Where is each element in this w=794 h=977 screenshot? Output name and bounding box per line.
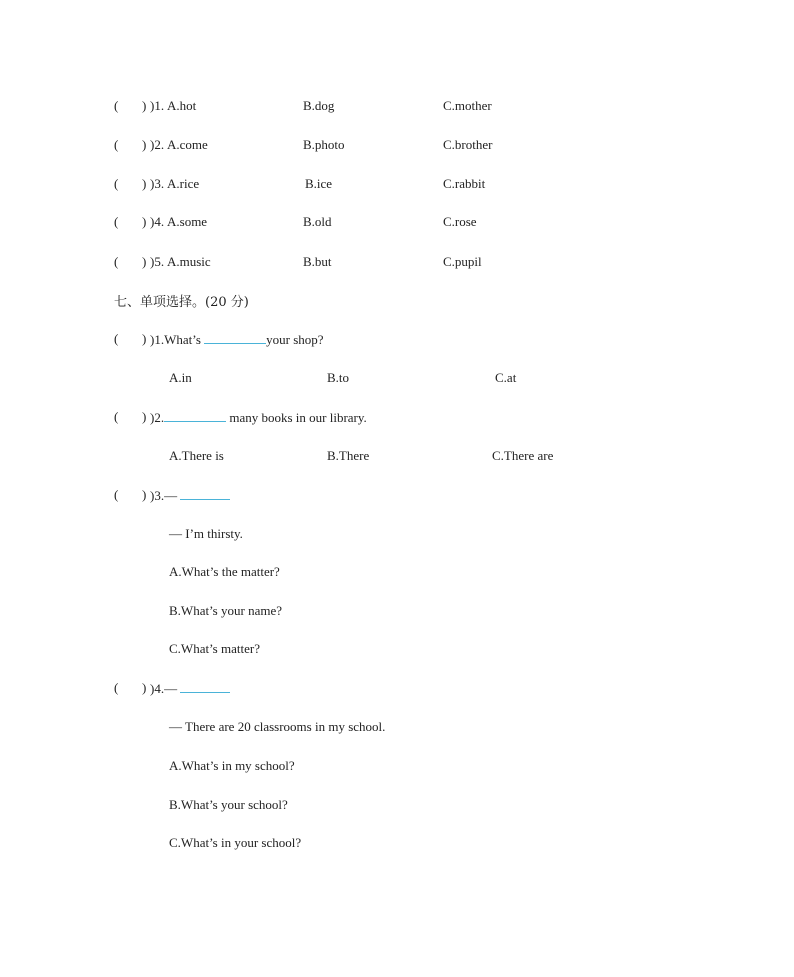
option-c[interactable]: C.rose bbox=[443, 214, 477, 229]
answer-paren-open[interactable]: ( bbox=[114, 214, 119, 229]
option-b[interactable]: B.old bbox=[303, 214, 332, 229]
answer-blank[interactable] bbox=[180, 487, 230, 500]
question-number: )4. bbox=[150, 214, 165, 229]
option-b[interactable]: B.What’s your school? bbox=[169, 797, 288, 812]
question-text bbox=[150, 331, 324, 348]
answer-paren-open[interactable]: ( bbox=[114, 680, 119, 695]
option-a[interactable]: A.There is bbox=[169, 448, 224, 463]
option-a[interactable]: A.music bbox=[167, 254, 211, 269]
option-c[interactable]: C.rabbit bbox=[443, 176, 486, 191]
dialogue-reply: — I’m thirsty. bbox=[169, 526, 243, 541]
option-a[interactable]: A.come bbox=[167, 137, 208, 152]
answer-paren-open[interactable]: ( bbox=[114, 254, 119, 269]
question-number: )3.— bbox=[150, 488, 178, 503]
question-text bbox=[150, 680, 230, 697]
question-text bbox=[150, 487, 230, 504]
option-a[interactable]: A.hot bbox=[167, 98, 197, 113]
option-c[interactable]: C.brother bbox=[443, 137, 493, 152]
option-b[interactable]: B.What’s your name? bbox=[169, 603, 282, 618]
option-b[interactable]: B.dog bbox=[303, 98, 335, 113]
option-a[interactable]: A.in bbox=[169, 370, 192, 385]
question-number: )1.What’s bbox=[150, 332, 201, 347]
dialogue-reply: — There are 20 classrooms in my school. bbox=[169, 719, 386, 734]
option-c[interactable]: C.pupil bbox=[443, 254, 482, 269]
question-number: )5. bbox=[150, 254, 165, 269]
option-c[interactable]: C.at bbox=[495, 370, 517, 385]
answer-paren-close: ) bbox=[142, 487, 147, 502]
question-number: )1. bbox=[150, 98, 165, 113]
option-a[interactable]: A.What’s in my school? bbox=[169, 758, 295, 773]
option-c[interactable]: C.mother bbox=[443, 98, 492, 113]
answer-paren-close: ) bbox=[142, 409, 147, 424]
answer-paren-close: ) bbox=[142, 137, 147, 152]
option-c[interactable]: C.What’s matter? bbox=[169, 641, 260, 656]
question-text bbox=[150, 409, 367, 426]
option-c[interactable]: C.What’s in your school? bbox=[169, 835, 302, 850]
option-b[interactable]: B.to bbox=[327, 370, 350, 385]
answer-paren-close: ) bbox=[142, 98, 147, 113]
question-number: )4.— bbox=[150, 681, 178, 696]
answer-paren-open[interactable]: ( bbox=[114, 487, 119, 502]
question-number: )3. bbox=[150, 176, 165, 191]
answer-paren-close: ) bbox=[142, 176, 147, 191]
option-b[interactable]: B.There bbox=[327, 448, 370, 463]
answer-paren-open[interactable]: ( bbox=[114, 331, 119, 346]
option-b[interactable]: B.but bbox=[303, 254, 332, 269]
option-c[interactable]: C.There are bbox=[492, 448, 554, 463]
question-rest: your shop? bbox=[266, 332, 324, 347]
option-b[interactable]: B.photo bbox=[303, 137, 345, 152]
answer-paren-close: ) bbox=[142, 331, 147, 346]
question-number: )2. bbox=[150, 410, 165, 425]
answer-paren-open[interactable]: ( bbox=[114, 98, 119, 113]
option-a[interactable]: A.some bbox=[167, 214, 208, 229]
answer-paren-close: ) bbox=[142, 680, 147, 695]
question-rest: many books in our library. bbox=[229, 410, 367, 425]
option-b[interactable]: B.ice bbox=[305, 176, 333, 191]
answer-paren-open[interactable]: ( bbox=[114, 409, 119, 424]
answer-paren-open[interactable]: ( bbox=[114, 176, 119, 191]
answer-paren-close: ) bbox=[142, 254, 147, 269]
question-number: )2. bbox=[150, 137, 165, 152]
answer-paren-close: ) bbox=[142, 214, 147, 229]
option-a[interactable]: A.What’s the matter? bbox=[169, 564, 280, 579]
answer-blank[interactable] bbox=[180, 680, 230, 693]
answer-paren-open[interactable]: ( bbox=[114, 137, 119, 152]
option-a[interactable]: A.rice bbox=[167, 176, 200, 191]
section-heading: 七、单项选择。(20 分) bbox=[114, 295, 249, 310]
answer-blank[interactable] bbox=[204, 331, 266, 344]
answer-blank[interactable] bbox=[164, 409, 226, 422]
